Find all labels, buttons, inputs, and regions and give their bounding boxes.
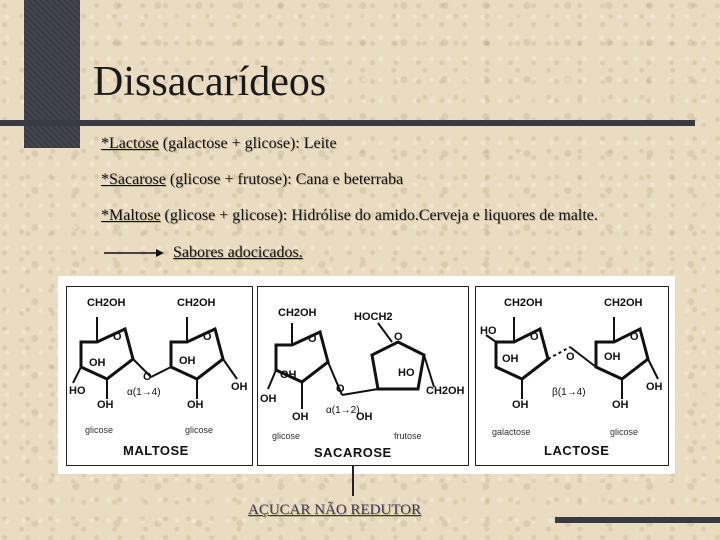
atom-oh-1: OH — [502, 353, 519, 365]
lactose-panel — [475, 286, 669, 466]
sacarose-right-unit: frutose — [394, 431, 422, 441]
maltose-name: MALTOSE — [123, 443, 189, 458]
atom-o-ring-left: O — [530, 331, 539, 343]
right-arrow-icon — [104, 246, 164, 260]
item-lactose-desc: (galactose + glicose): Leite — [158, 135, 337, 152]
sacarose-bond-label: α(1→2) — [326, 405, 360, 416]
atom-oh-2: OH — [260, 393, 277, 405]
maltose-left-unit: glicose — [85, 425, 114, 435]
disaccharide-structures-figure — [58, 276, 675, 474]
lactose-left-unit: galactose — [492, 427, 531, 437]
atom-o-bridge: O — [566, 351, 575, 363]
atom-oh-4: OH — [187, 399, 204, 411]
atom-o-ring-right: O — [394, 331, 403, 343]
item-maltose — [101, 207, 598, 225]
atom-ch2oh-right: CH2OH — [604, 297, 643, 309]
atom-oh-5: OH — [646, 381, 663, 393]
lactose-name: LACTOSE — [544, 443, 610, 458]
sacarose-left-unit: glicose — [272, 431, 301, 441]
decorative-bottom-rule — [555, 517, 720, 523]
sweet-flavors-label: Sabores adocicados. — [173, 244, 303, 261]
atom-oh-3: OH — [179, 355, 196, 367]
atom-ch2oh: CH2OH — [278, 307, 317, 319]
item-lactose-name: *Lactose — [101, 135, 159, 152]
atom-oh-1: OH — [280, 369, 297, 381]
atom-oh-5: OH — [231, 381, 248, 393]
maltose-right-unit: glicose — [185, 425, 214, 435]
atom-oh-2: OH — [604, 351, 621, 363]
slide-title: Dissacarídeos — [93, 59, 327, 105]
atom-oh-3: OH — [292, 411, 309, 423]
atom-oh-4: OH — [612, 399, 629, 411]
atom-ch2oh-left: CH2OH — [87, 297, 126, 309]
lactose-rings — [476, 287, 668, 465]
atom-ch2oh-left: CH2OH — [504, 297, 543, 309]
atom-hoch2: HOCH2 — [354, 311, 393, 323]
item-maltose-desc: (glicose + glicose): Hidrólise do amido.Cerveja e liquores de malte. — [160, 207, 598, 224]
atom-oh-2: OH — [97, 399, 114, 411]
atom-ho-1: HO — [69, 385, 86, 397]
atom-o-bridge: O — [143, 371, 152, 383]
maltose-rings — [67, 287, 252, 465]
non-reducing-sugar-label: AÇUCAR NÃO REDUTOR — [248, 502, 422, 518]
item-sacarose-desc: (glicose + frutose): Cana e beterraba — [165, 171, 404, 188]
atom-ho: HO — [480, 325, 497, 337]
sacarose-panel — [257, 286, 469, 466]
atom-o-ring-left: O — [113, 331, 122, 343]
atom-o-ring-right: O — [630, 331, 639, 343]
maltose-panel — [66, 286, 253, 466]
atom-oh-4: OH — [356, 411, 373, 423]
item-sacarose — [101, 171, 403, 189]
atom-oh-1: OH — [89, 357, 106, 369]
item-sacarose-name: *Sacarose — [101, 171, 166, 188]
pointer-line — [352, 466, 354, 496]
atom-o-ring-left: O — [308, 333, 317, 345]
atom-o-bridge: O — [336, 383, 345, 395]
atom-o-ring-right: O — [203, 331, 212, 343]
atom-oh-3: OH — [512, 399, 529, 411]
atom-ho: HO — [398, 367, 415, 379]
atom-ch2oh-right: CH2OH — [177, 297, 216, 309]
item-lactose — [101, 135, 337, 153]
lactose-right-unit: glicose — [610, 427, 639, 437]
maltose-bond-label: α(1→4) — [127, 387, 161, 398]
item-maltose-name: *Maltose — [101, 207, 161, 224]
decorative-title-rule — [0, 120, 695, 126]
lactose-bond-label: β(1→4) — [552, 387, 586, 398]
sacarose-name: SACAROSE — [314, 445, 392, 460]
atom-ch2oh-right: CH2OH — [426, 385, 465, 397]
